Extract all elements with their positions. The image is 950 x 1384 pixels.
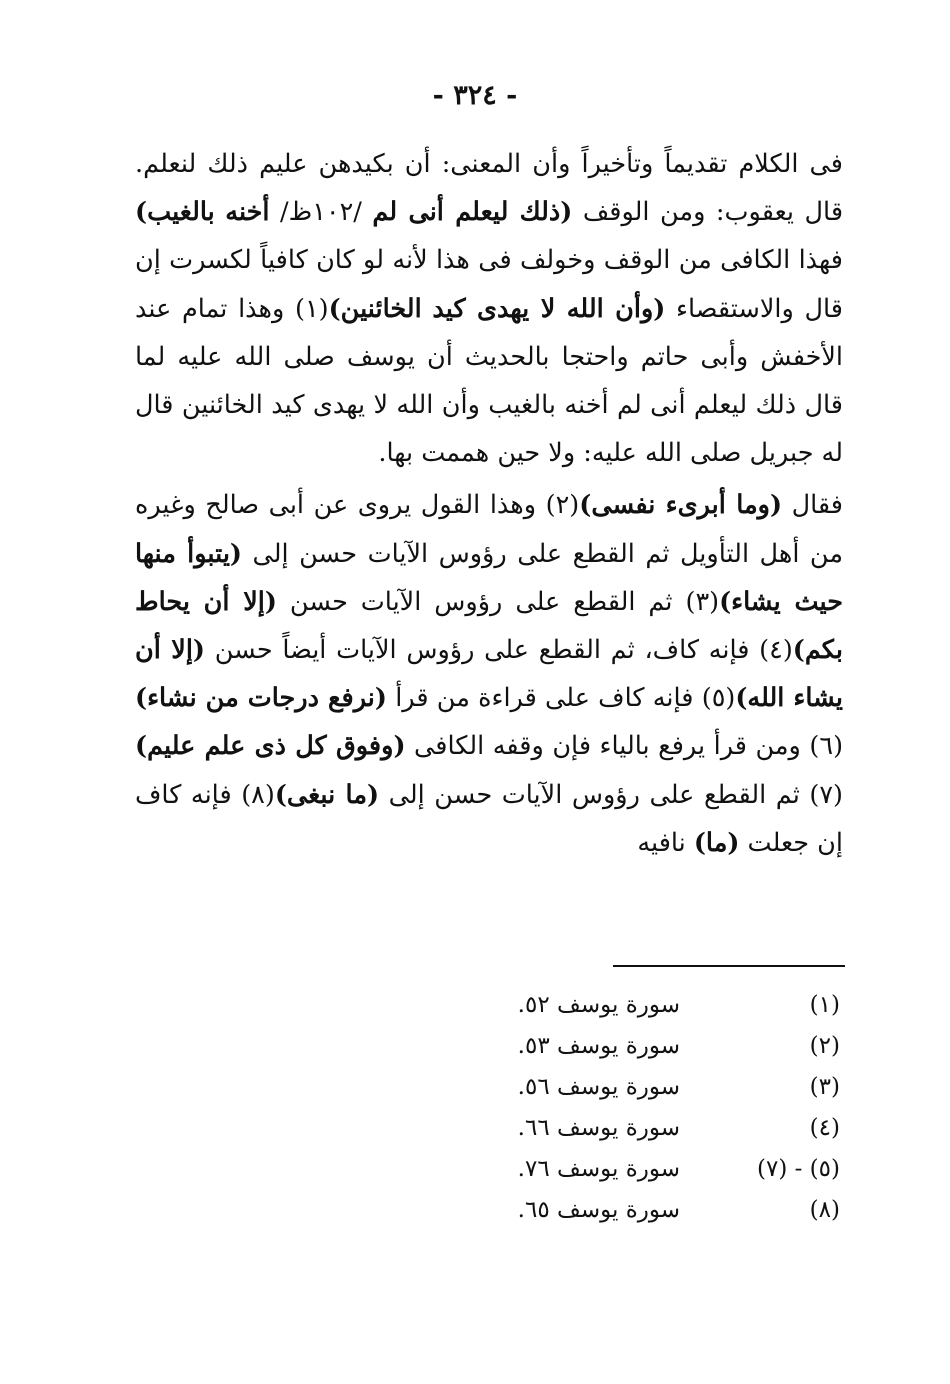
footnote-row — [430, 985, 840, 1026]
footnote-reference: سورة يوسف ٥٢. — [517, 992, 680, 1018]
quran-quote: (وما أبرىء نفسى) — [579, 490, 783, 521]
footnote-row — [430, 1149, 840, 1190]
footnote-reference: سورة يوسف ٧٦. — [517, 1156, 680, 1182]
quran-quote: الخائنين) — [328, 293, 422, 324]
footnote-row — [430, 1067, 840, 1108]
footnote-number: (٨) — [809, 1197, 840, 1223]
footnote-reference: سورة يوسف ٦٦. — [517, 1115, 680, 1141]
footnote-number: (٥) - (٧) — [756, 1156, 840, 1182]
quran-quote: (ما نبغى) — [274, 779, 380, 810]
quran-quote: (إلا أن يشاء الله) — [135, 635, 843, 714]
text-run: (٨) فإنه كاف إن جعلت — [135, 779, 843, 858]
footnote-reference: سورة يوسف ٥٦. — [517, 1074, 680, 1100]
text-run: قال يعقوب: ومن الوقف — [572, 197, 844, 228]
footnote-divider — [613, 965, 845, 967]
body-text — [135, 140, 843, 867]
quran-quote: أخنه — [225, 197, 270, 228]
footnote-number: (١) — [809, 992, 840, 1018]
text-run: (١) وهذا تمام عند الأخفش وأبى حاتم واحتجا بالحديث — [135, 293, 844, 372]
footnote-number: (٢) — [809, 1033, 840, 1059]
footnotes — [430, 985, 840, 1231]
text-run: وغيره من أهل التأويل ثم القطع على رؤوس الآيات حسن إلى — [135, 490, 843, 569]
footnote-number: (٤) — [809, 1115, 840, 1141]
quran-quote: بالغيب) — [135, 197, 215, 228]
footnote-number: (٣) — [809, 1074, 840, 1100]
paragraph — [135, 140, 843, 477]
text-run: فى الكلام تقديماً وتأخيراً وأن المعنى: أن بكيدهن عليم ذلك لنعلم. — [135, 149, 843, 179]
quran-quote: (يتبوأ منها حيث يشاء) — [135, 538, 844, 617]
text-run: نافيه — [637, 827, 694, 858]
text-run: (٤) فإنه كاف، ثم القطع على رؤوس الآيات — [336, 635, 793, 666]
quran-quote: (نرفع درجات من نشاء) — [135, 683, 387, 714]
text-run: (٢) وهذا القول يروى عن أبى صالح — [205, 490, 580, 521]
quran-quote: (وفوق كل ذى علم عليم) — [135, 731, 406, 762]
text-run: (٦) ومن قرأ يرفع بالياء فإن وقفه — [492, 731, 844, 762]
footnote-reference: سورة يوسف ٦٥. — [517, 1197, 680, 1223]
text-run: لكسرت إن قال والاستقصاء — [135, 245, 843, 324]
footnote-row — [430, 1190, 840, 1231]
quran-quote: (ذلك ليعلم أنى لم — [372, 197, 573, 228]
text-run: الآيات حسن إلى — [379, 779, 563, 810]
footnote-row — [430, 1108, 840, 1149]
text-run: الكافى — [405, 731, 485, 762]
text-run: أن يوسف صلى الله عليه لما قال ذلك ليعلم أنى لم أخنه بالغيب وأن — [135, 341, 844, 421]
text-run: /١٠٢ظ/ — [269, 197, 373, 228]
quran-quote: (إلا أن يحاط بكم) — [135, 586, 843, 666]
text-run: (٥) فإنه كاف على قراءة من قرأ — [395, 683, 736, 714]
quran-quote: (ما) — [693, 827, 740, 858]
text-run: فقال — [782, 490, 843, 521]
footnote-row — [430, 1026, 840, 1067]
footnote-reference: سورة يوسف ٥٣. — [517, 1033, 680, 1059]
text-run: الله لا يهدى كيد الخائنين قال له جبريل صلى الله عليه: ولا حين — [135, 390, 843, 469]
text-run: فهذا الكافى من الوقف وخولف فى هذا لأنه لو كان كافياً — [260, 245, 843, 276]
text-run: أيضاً حسن — [204, 635, 327, 666]
page-number: - ٣٢٤ - — [432, 80, 518, 111]
paragraph — [135, 481, 843, 867]
text-run: (٧) ثم القطع على رؤوس — [571, 779, 843, 810]
text-run: (٣) ثم القطع على رؤوس الآيات حسن — [289, 586, 720, 617]
text-run: هممت بها. — [378, 438, 490, 469]
quran-quote: (وأن الله لا يهدى كيد — [432, 293, 666, 324]
